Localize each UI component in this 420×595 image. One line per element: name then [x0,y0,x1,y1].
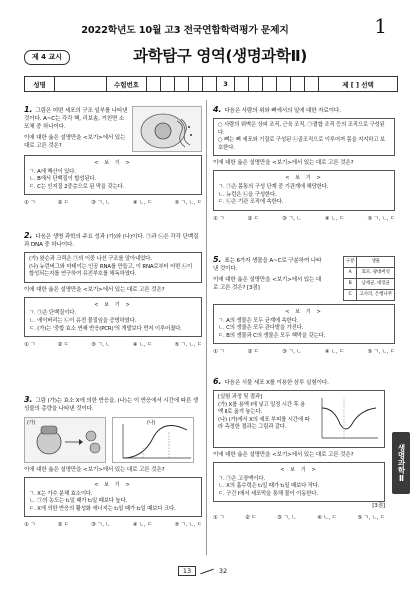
q1-cell-figure [132,106,202,152]
exam-number-box-8[interactable] [263,77,277,91]
q1-choice-4[interactable]: ④ ㄴ, ㄷ [132,200,153,207]
q5-choice-1[interactable]: ① ㄱ [213,349,225,356]
q3-ask: 이에 대한 옳은 설명만을 <보기>에서 있는 대로 고른 것은? [24,467,165,473]
q6-statement-2: ㄴ. X의 흡수력은 t₁일 때가 t₂일 때보다 작다. [218,483,320,490]
question-1 [24,106,202,207]
q6-point: [3점] [372,503,385,510]
q6-experiment-step-1: (가) X를 용액 Ⅰ에 넣고 일정 시간 후 용액 Ⅱ로 옮겨 놓는다. [218,401,306,416]
q3-bogi-title: < 보 기 > [94,482,132,488]
q2-statement-3: ㄷ. (가)는 '중합 효소 연쇄 반응(PCR)'의 개발보다 먼저 이루어졌다. [29,325,182,332]
q5-table-cell: B [343,279,357,290]
q4-point-2: ○ 뼈는 뼈 세포와 기질로 구성된 ㉡골조직으로 이루어져 몸을 지지하고 보호한다. [218,137,386,151]
q2-statement-1: ㄱ. ㉠은 단백질이다. [29,310,76,317]
q6-ask: 이에 대한 옳은 설명만을 <보기>에서 있는 대로 고른 것은? [213,452,354,458]
q1-number: 1. [24,105,33,114]
q6-statement-3: ㄷ. 구간 Ⅰ에서 세포막을 통해 물이 이동한다. [218,490,318,497]
q5-table-cell: A [343,268,357,279]
q5-bogi-title: < 보 기 > [285,309,323,315]
subject-side-tab: 생명과학Ⅱ [392,432,410,494]
q1-ask: 이에 대한 옳은 설명만을 <보기>에서 있는 대로 고른 것은? [24,135,126,149]
q3-figure-b [112,417,194,463]
exam-title: 2022학년도 10월 고3 전국연합학력평가 문제지 [81,25,289,36]
q3-figure-b-label: (나) [147,420,156,426]
q5-choice-4[interactable]: ④ ㄴ, ㄷ [324,349,345,356]
q5-table [343,256,395,301]
footer-current-page: 13 [178,566,196,576]
q3-figure-a [24,417,106,463]
exam-number-box-7[interactable] [249,77,263,91]
q5-number: 5. [213,255,222,264]
exam-number-label: 수험번호 [107,77,147,91]
q3-choice-5[interactable]: ⑤ ㄱ, ㄴ, ㄷ [174,522,202,529]
q3-figure-a-label: (가) [27,420,36,426]
q6-bogi-box [213,462,385,502]
q3-choice-4[interactable]: ④ ㄴ, ㄷ [132,522,153,529]
q2-choice-3[interactable]: ③ ㄱ, ㄴ [90,342,111,349]
q4-choice-3[interactable]: ③ ㄱ, ㄴ [281,215,302,222]
q6-number: 6. [213,377,222,386]
q1-bogi-title: < 보 기 > [94,160,132,166]
q3-statement-2: ㄴ. ㉠의 농도는 t₁일 때가 t₂일 때보다 높다. [29,498,128,505]
q5-choice-5[interactable]: ⑤ ㄱ, ㄴ, ㄷ [367,349,395,356]
q4-point-1: ○ 사람의 위벽은 상피 조직, 근육 조직, ㉠결합 조직 등의 조직으로 구성된다. [218,122,385,136]
q3-number: 3. [24,395,33,404]
question-3 [24,396,202,529]
q5-statement-3: ㄷ. B의 생물과 C의 생물은 모두 핵막을 갖는다. [218,332,326,339]
footer-total-pages: 32 [218,567,228,575]
q4-bogi-title: < 보 기 > [285,175,323,182]
page-number: 1 [374,14,387,38]
q2-ask: 이에 대한 옳은 설명만을 <보기>에서 있는 대로 고른 것은? [24,286,165,293]
q5-bogi-box [213,304,395,344]
q1-statement-2: ㄴ. B에서 단백질이 합성된다. [29,176,96,183]
q6-statement-1: ㄱ. ㉠은 고장액이다. [218,475,265,482]
q6-text: 다음은 식물 세포 X를 이용한 삼투 실험이다. [224,380,329,386]
q2-choice-5[interactable]: ⑤ ㄱ, ㄴ, ㄷ [174,342,202,349]
q3-statement-3: ㄷ. X에 의한 반응의 활성화 에너지는 t₁일 때가 t₂일 때보다 크다. [29,505,176,512]
q6-volume-graph [314,394,380,444]
q4-choice-2[interactable]: ② ㄷ [247,215,259,222]
q5-text: 표는 6가지 생물을 A~C로 구분하여 나타낸 것이다. [213,258,322,272]
q2-choices [24,341,202,349]
q3-bogi-box [24,477,202,517]
q4-choice-4[interactable]: ④ ㄴ, ㄷ [324,215,345,222]
q6-bogi-title: < 보 기 > [280,467,318,473]
q6-choice-4[interactable]: ④ ㄴ, ㄷ [317,515,337,522]
choice-label: 제 [ ] 선택 [342,80,374,89]
exam-number-box-10[interactable] [291,77,305,91]
q1-bogi-box [24,155,202,195]
q3-text: 그림 (가)는 효소 X에 의한 반응을, (나)는 이 반응에서 시간에 따른 생성물의 총량을 나타낸 것이다. [24,398,199,412]
name-label: 성명 [25,77,55,91]
q2-bogi-box [24,297,202,337]
exam-number-box-9[interactable] [277,77,291,91]
q1-statement-1: ㄱ. A에 핵산이 있다. [29,168,76,175]
q3-choice-2[interactable]: ② ㄷ [57,522,69,529]
q3-choice-1[interactable]: ① ㄱ [24,522,36,529]
q4-ask: 이에 대한 옳은 설명만을 <보기>에서 있는 대로 고른 것은? [213,160,354,167]
q6-choice-5[interactable]: ⑤ ㄱ, ㄴ, ㄷ [357,515,385,522]
q5-table-head-2: 생물 [357,257,395,268]
exam-number-box-11[interactable] [305,77,319,91]
q2-number: 2. [24,231,33,240]
question-2 [24,232,202,349]
q4-statement-3: ㄷ. ㉡은 기관 조직에 속한다. [218,199,284,206]
exam-number-digit: 3 [217,77,235,91]
q4-choice-5[interactable]: ⑤ ㄱ, ㄴ, ㄷ [367,215,395,222]
exam-number-box-1[interactable] [147,77,161,91]
q2-choice-1[interactable]: ① ㄱ [24,342,36,349]
q1-choice-3[interactable]: ③ ㄱ, ㄴ [90,200,111,207]
q6-experiment-title: [실험 과정 및 결과] [218,394,262,400]
q4-number: 4. [213,105,222,114]
q5-table-cell: 고사리, 은행나무 [357,290,395,301]
q1-statement-3: ㄷ. C는 인지질 2중층으로 된 막을 갖는다. [29,183,125,190]
q4-statement-2: ㄴ. 뉴런은 ㉡을 구성한다. [218,191,277,198]
column-divider [206,100,207,555]
q4-statement-1: ㄱ. ㉠은 몸통의 구성 단계 중 기관계에 해당한다. [218,183,329,190]
q5-choices [213,348,395,356]
q5-ask: 이에 대한 옳은 설명만을 <보기>에서 있는 대로 고른 것은? [3점] [213,277,322,291]
exam-number-box-5[interactable] [203,77,217,91]
q3-choice-3[interactable]: ③ ㄱ, ㄴ [90,522,111,529]
q1-choice-2[interactable]: ② ㄷ [57,200,69,207]
edition-badge: 제 4 교시 [24,50,70,65]
q6-choice-3[interactable]: ③ ㄱ, ㄴ [276,515,297,522]
q5-statement-1: ㄱ. A의 생물은 모두 균계에 속한다. [218,317,299,324]
q2-choice-2[interactable]: ② ㄷ [57,342,69,349]
info-bar [24,76,398,92]
q1-choice-1[interactable]: ① ㄱ [24,200,36,207]
q6-experiment-box [213,390,385,448]
q5-choice-3[interactable]: ③ ㄱ, ㄴ [281,349,302,356]
q6-choice-2[interactable]: ② ㄷ [244,515,257,522]
q1-text: 그림은 어떤 세포의 구조 일부를 나타낸 것이다. A~C는 각각 핵, 리보솜, 거친면 소포체 중 하나이다. [24,108,128,130]
q2-data-box [24,252,202,283]
q3-statement-1: ㄱ. X는 가수 분해 효소이다. [29,490,93,497]
q6-experiment-step-2: (나) (가)에서 X의 세포 부피를 시간에 따라 측정한 결과는 그림과 같다. [218,416,310,431]
q6-choice-1[interactable]: ① ㄱ [213,515,225,522]
q4-bogi-box [213,170,395,210]
subject-title: 과학탐구 영역(생명과학Ⅱ) [133,47,307,65]
q1-choice-5[interactable]: ⑤ ㄱ, ㄴ, ㄷ [174,200,202,207]
q5-table-head-1: 구분 [343,257,357,268]
name-field[interactable] [55,77,107,91]
footer-slash [200,569,213,575]
q6-choices [213,514,385,522]
q4-data-box [213,118,395,156]
q2-statement-2: ㄴ. 에이버리는 ㉡이 유전 물질임을 증명하였다. [29,317,137,324]
page-footer [178,566,232,578]
exam-number-box-2[interactable] [161,77,175,91]
question-4 [213,106,395,223]
q5-table-cell: C [343,290,357,301]
q2-item-b: (나) 뉴런버그와 마테이는 인공 RNA를 만들고, 이 RNA로부터 어떤 ㉡이 합성되는지를 연구하여 유전부호를 해독하였다. [29,263,193,278]
question-6 [213,378,385,522]
exam-number-box-4[interactable] [189,77,203,91]
q4-choice-1[interactable]: ① ㄱ [213,215,225,222]
q5-statement-2: ㄴ. C의 생물은 모두 관다발을 가진다. [218,325,304,332]
q2-text: 다음은 생명 과학의 주요 성과 (가)와 (나)이다. ㉠과 ㉡은 각각 단백질과 DNA 중 하나이다. [24,234,199,248]
q5-table-cell: 효모, 광대버섯 [357,268,395,279]
exam-number-box-3[interactable] [175,77,189,91]
question-5 [213,256,395,356]
q5-choice-2[interactable]: ② ㄷ [247,349,259,356]
q2-bogi-title: < 보 기 > [94,301,132,308]
q2-choice-4[interactable]: ④ ㄴ, ㄷ [132,342,153,349]
q4-choices [213,215,395,223]
q2-item-a: (가) 왓슨과 크릭은 ㉠의 이중 나선 구조를 알아내었다. [29,256,152,262]
q5-table-cell: 남세균, 대장균 [357,279,395,290]
q3-choices [24,521,202,529]
q4-text: 다음은 사람의 위와 뼈에서의 일에 대한 자료이다. [224,108,341,114]
exam-number-box-6[interactable] [235,77,249,91]
q1-choices [24,199,202,207]
